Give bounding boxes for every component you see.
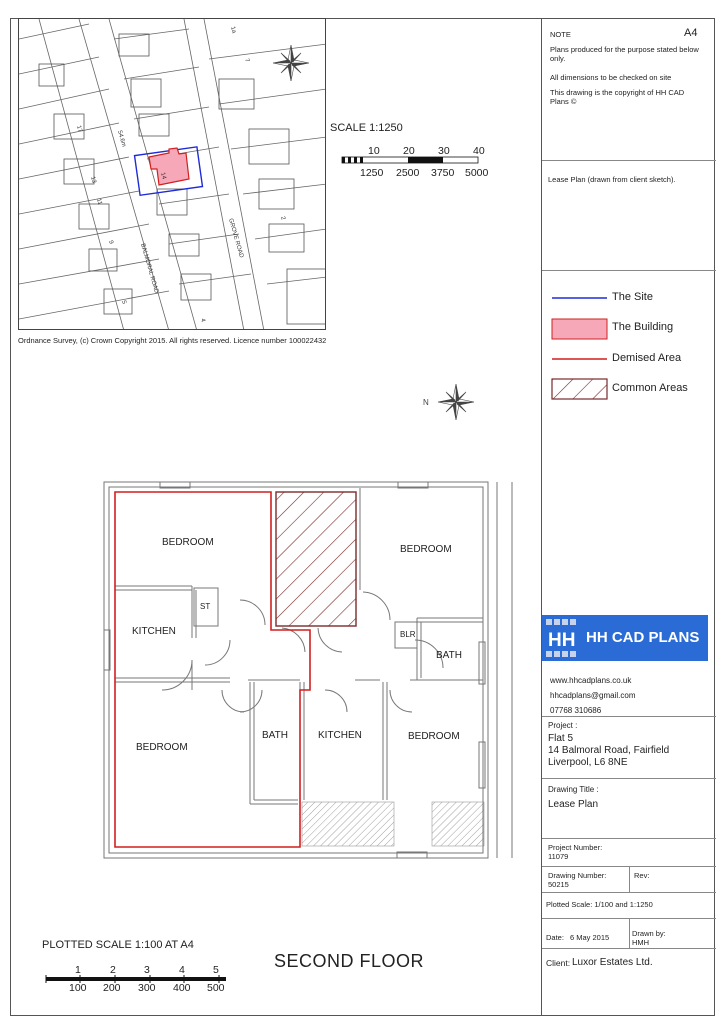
location-map-drawing <box>19 19 326 330</box>
svg-text:HH: HH <box>548 630 576 651</box>
plan-scale-bottom: 100 <box>69 982 87 994</box>
map-scale-bottom: 2500 <box>396 167 420 179</box>
map-scale-title: SCALE 1:1250 <box>330 122 403 134</box>
map-copyright: Ordnance Survey, (c) Crown Copyright 2015. All rights reserved. Licence number 100022432 <box>18 336 327 345</box>
house-number: 14 <box>159 171 167 180</box>
room-label: BLR <box>400 630 416 639</box>
plotted-scale: Plotted Scale: 1/100 and 1:1250 <box>546 900 653 909</box>
plan-scale-top: 5 <box>213 964 219 976</box>
location-map <box>18 18 326 330</box>
road-label-balmoral: BALMORAL ROAD <box>139 242 160 295</box>
floor-title: SECOND FLOOR <box>274 951 425 971</box>
drawn-by-value: HMH <box>632 938 650 947</box>
svg-text:N: N <box>423 398 429 407</box>
map-scale-bar <box>330 145 500 181</box>
map-scale-top: 30 <box>438 145 450 157</box>
note-line: All dimensions to be checked on site <box>550 73 672 82</box>
plan-scale-bottom: 200 <box>103 982 121 994</box>
map-scale-bottom: 5000 <box>465 167 489 179</box>
plan-scale-top: 3 <box>144 964 150 976</box>
plan-scale-top: 2 <box>110 964 116 976</box>
plan-scale-bottom: 300 <box>138 982 156 994</box>
company-logo <box>542 615 708 661</box>
spot-height: 54.6m <box>116 129 127 148</box>
map-scale-top: 10 <box>368 145 380 157</box>
plan-scale-bar <box>40 960 240 996</box>
notes-heading: NOTE <box>550 30 571 39</box>
plan-scale-top: 4 <box>179 964 185 976</box>
drawing-number-value: 50215 <box>548 880 569 889</box>
sheet-size: A4 <box>684 27 698 39</box>
logo-mark-icon <box>546 619 582 657</box>
note-line: This drawing is the copyright of HH CAD Plans © <box>550 88 685 106</box>
house-number: 2 <box>279 215 286 221</box>
plan-scale-title: PLOTTED SCALE 1:100 AT A4 <box>42 939 194 951</box>
house-number: 11 <box>95 197 103 206</box>
plan-scale-bottom: 400 <box>173 982 191 994</box>
client-label: Client: <box>546 958 571 968</box>
plan-scale-bottom: 500 <box>207 982 225 994</box>
note-line: Plans produced for the purpose stated below only. <box>550 45 699 63</box>
room-label: BATH <box>436 650 462 661</box>
room-label: ST <box>200 602 211 611</box>
house-number: 4 <box>199 317 206 323</box>
room-label: BEDROOM <box>408 731 460 742</box>
company-email[interactable]: hhcadplans@gmail.com <box>550 691 636 700</box>
map-scale-bottom: 3750 <box>431 167 455 179</box>
room-label: KITCHEN <box>318 730 362 741</box>
legend-building-label: The Building <box>612 321 674 333</box>
room-label: BEDROOM <box>136 742 188 753</box>
logo-text: HH CAD PLANS <box>586 629 700 646</box>
drawing-title-value: Lease Plan <box>548 799 599 810</box>
title-block <box>541 18 715 1016</box>
project-line: Liverpool, L6 8NE <box>548 757 628 768</box>
room-label: BEDROOM <box>400 544 452 555</box>
legend-demised-label: Demised Area <box>612 352 682 364</box>
room-label: BATH <box>262 730 288 741</box>
house-number: 9 <box>107 239 114 245</box>
map-scale-top: 40 <box>473 145 485 157</box>
project-line: 14 Balmoral Road, Fairfield <box>548 745 670 756</box>
house-number: 1a <box>229 25 237 34</box>
project-number-label: Project Number: <box>548 843 603 852</box>
drawing-purpose: Lease Plan (drawn from client sketch). <box>548 175 676 184</box>
company-website[interactable]: www.hhcadplans.co.uk <box>550 676 632 685</box>
drawing-number-label: Drawing Number: <box>548 871 607 880</box>
project-line: Flat 5 <box>548 733 574 744</box>
plan-scale-top: 1 <box>75 964 81 976</box>
drawing-title-label: Drawing Title : <box>548 785 599 794</box>
date-value: 6 May 2015 <box>570 933 610 942</box>
north-arrow-icon <box>423 384 474 420</box>
project-label: Project : <box>548 721 578 730</box>
legend-common-label: Common Areas <box>612 382 688 394</box>
room-label: KITCHEN <box>132 626 176 637</box>
map-scale-top: 20 <box>403 145 415 157</box>
house-number: 7 <box>243 57 250 63</box>
date-label: Date: <box>546 933 564 942</box>
room-label: BEDROOM <box>162 537 214 548</box>
rev-label: Rev: <box>634 871 650 880</box>
project-number-value: 11079 <box>548 852 569 861</box>
house-number: 17 <box>75 124 83 133</box>
floor-plan <box>0 360 540 880</box>
client-value: Luxor Estates Ltd. <box>572 957 653 968</box>
house-number: 5 <box>120 299 127 305</box>
drawn-by-label: Drawn by: <box>632 929 666 938</box>
company-phone: 07768 310686 <box>550 706 602 715</box>
road-label-grove: GROVE ROAD <box>227 217 245 259</box>
legend-site-label: The Site <box>612 291 653 303</box>
map-scale-bottom: 1250 <box>360 167 384 179</box>
house-number: 13 <box>89 175 97 184</box>
